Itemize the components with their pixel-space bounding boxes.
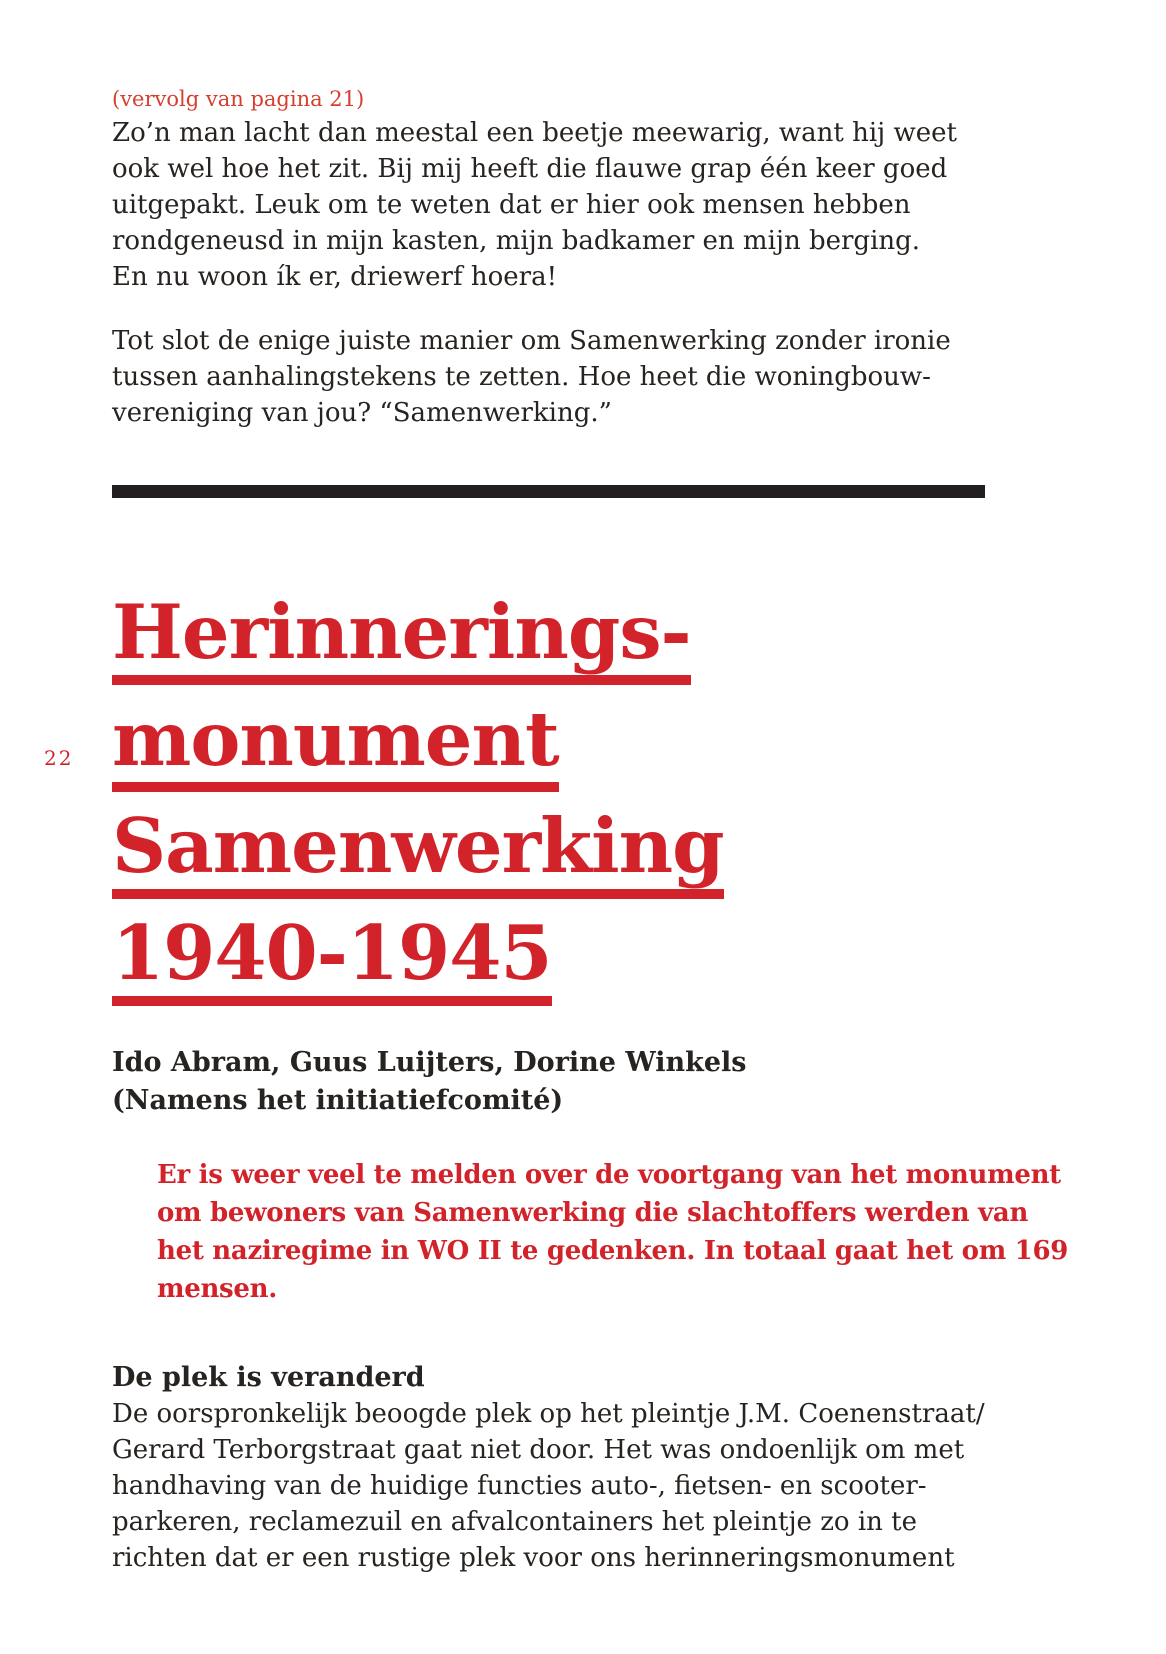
text-line: Er is weer veel te melden over de voortgang van het monument [157,1160,1061,1190]
text-line: om bewoners van Samenwerking die slachtoffers werden van [157,1198,1029,1228]
author-names: Ido Abram, Guus Luijters, Dorine Winkels [112,1047,747,1078]
section-divider-rule [112,485,985,498]
text-line: En nu woon ík er, driewerf hoera! [112,262,558,292]
text-line: Gerard Terborgstraat gaat niet door. Het was ondoenlijk om met [112,1435,965,1465]
article-title-line [112,909,1166,1006]
text-line: parkeren, reclamezuil en afvalcontainers het pleintje zo in te [112,1507,917,1537]
article-title [112,588,1166,1006]
text-line: Tot slot de enige juiste manier om Samenwerking zonder ironie [112,326,951,356]
article-title-text: Samenwerking [112,809,724,899]
section-paragraph [112,1396,1166,1576]
article-title-line [112,588,1166,685]
byline [112,1044,1166,1120]
page-number: 22 [44,746,74,770]
article-title-text: 1940-1945 [112,916,552,1006]
text-line: De oorspronkelijk beoogde plek op het pleintje J.M. Coenenstraat/ [112,1399,985,1429]
lead-paragraph [112,1156,1166,1308]
text-line: handhaving van de huidige functies auto-, fietsen- en scooter- [112,1471,927,1501]
text-line: rondgeneusd in mijn kasten, mijn badkamer en mijn berging. [112,226,921,256]
text-line: tussen aanhalingstekens te zetten. Hoe heet die woningbouw- [112,362,931,392]
article-title-text: monument [112,702,559,792]
text-line: richten dat er een rustige plek voor ons herinneringsmonument [112,1543,955,1573]
article-title-line [112,695,1166,792]
text-line: Zo’n man lacht dan meestal een beetje meewarig, want hij weet [112,118,957,148]
text-line: mensen. [157,1274,277,1304]
continuation-note: (vervolg van pagina 21) [112,87,365,111]
text-line: ook wel hoe het zit. Bij mij heeft die flauwe grap één keer goed [112,154,948,184]
intro-paragraph-2 [112,323,1166,431]
article-title-line [112,802,1166,899]
author-affiliation: (Namens het initiatiefcomité) [112,1085,564,1116]
intro-paragraph-1 [112,115,1166,295]
section-heading: De plek is veranderd [112,1362,425,1393]
article-title-text: Herinnerings- [112,595,691,685]
text-line: het naziregime in WO II te gedenken. In totaal gaat het om 169 [157,1236,1069,1266]
text-line: vereniging van jou? “Samenwerking.” [112,398,612,428]
text-line: uitgepakt. Leuk om te weten dat er hier ook mensen hebben [112,190,911,220]
